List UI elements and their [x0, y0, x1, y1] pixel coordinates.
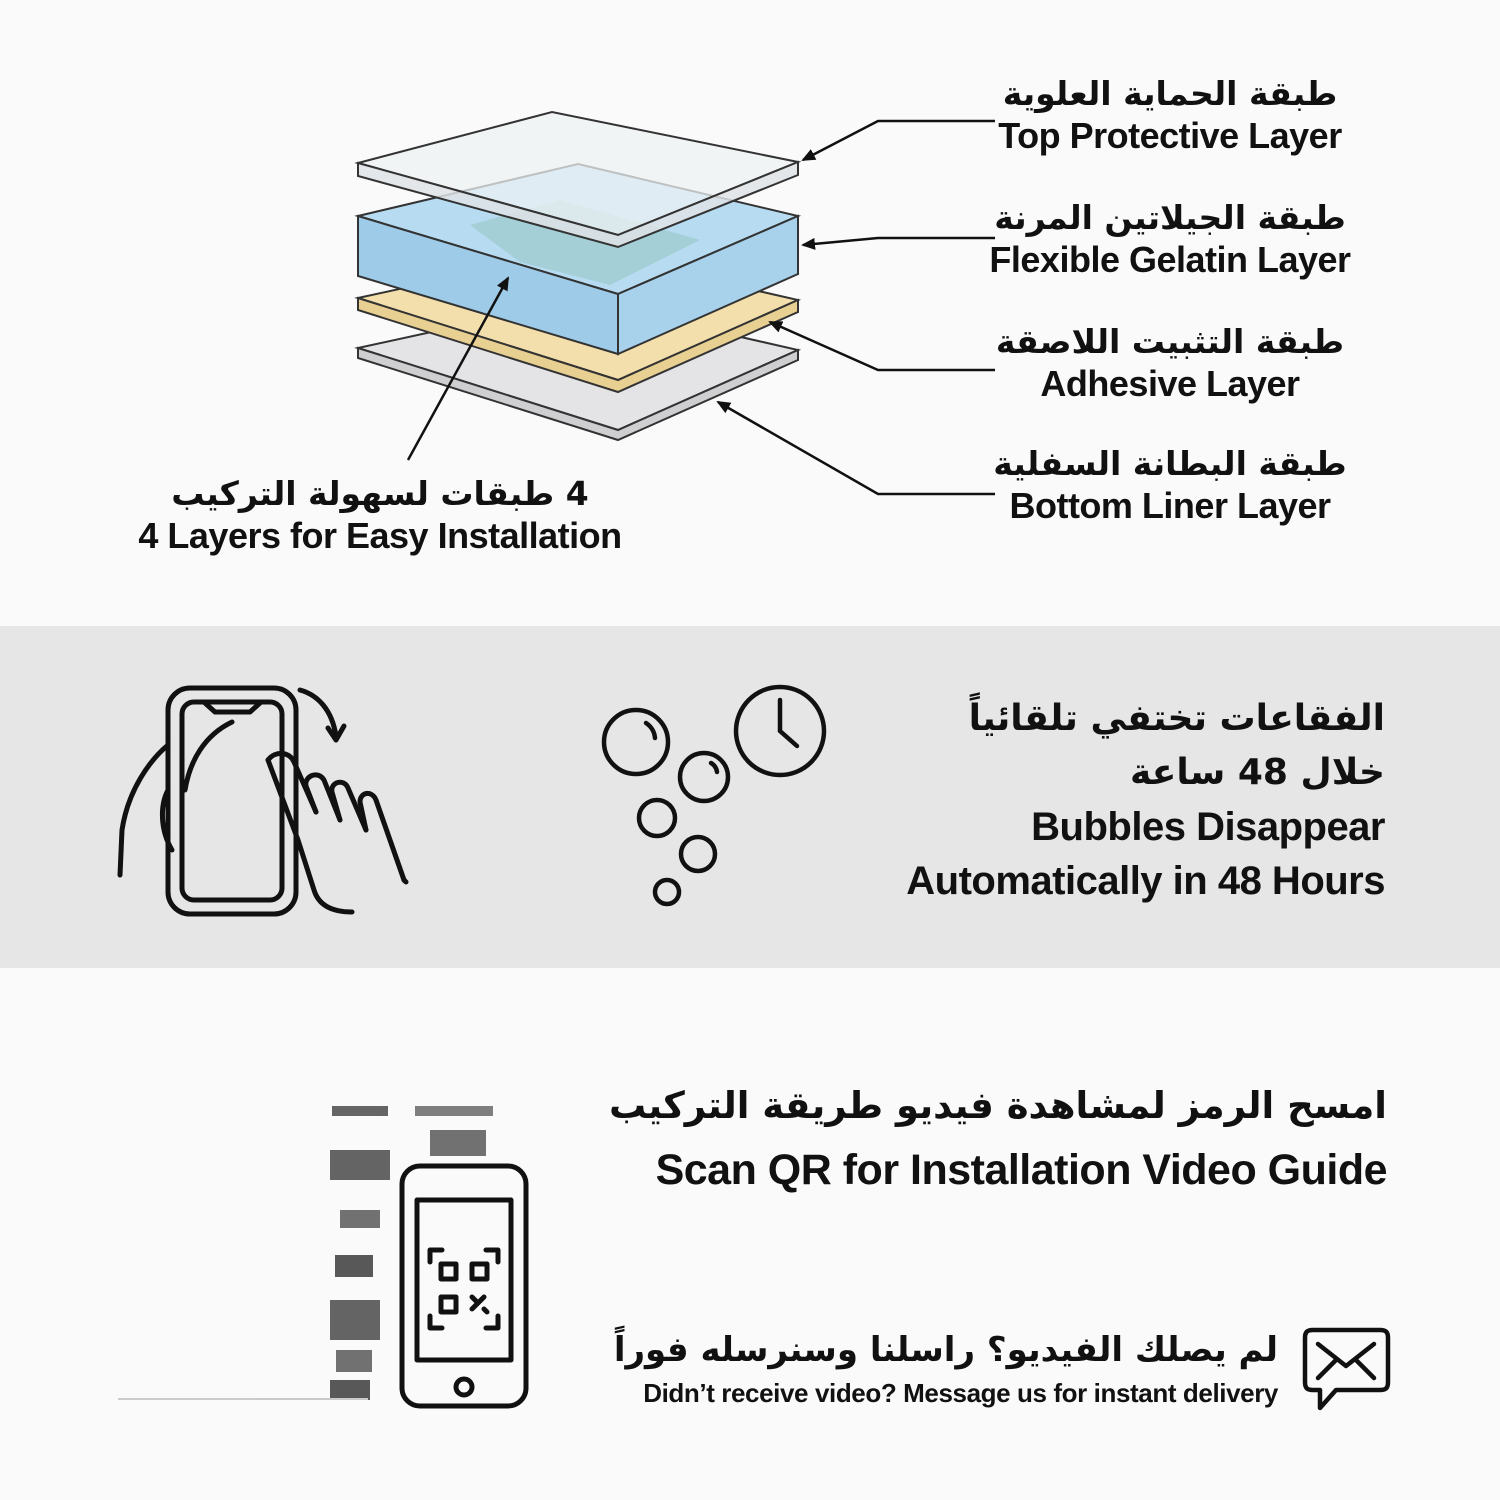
gelatin-layer-label-ar: طبقة الجيلاتين المرنة	[994, 198, 1346, 237]
liner-layer-arrow	[718, 402, 995, 494]
install-label-ar: 4 طبقات لسهولة التركيب	[171, 474, 589, 513]
message-us-en: Didn’t receive video? Message us for instant delivery	[643, 1378, 1278, 1408]
scan-qr-text	[587, 1074, 1387, 1202]
gelatin-layer-label	[955, 198, 1385, 282]
message-envelope-icon	[1305, 1330, 1388, 1408]
scan-qr-ar: امسح الرمز لمشاهدة فيديو طريقة التركيب	[608, 1084, 1387, 1127]
adhesive-layer-label	[955, 322, 1385, 406]
bubbles-feature-text	[865, 692, 1385, 908]
hands-applying-screen-protector-icon	[120, 688, 406, 914]
top-layer-label-en: Top Protective Layer	[998, 115, 1342, 156]
message-us-text	[578, 1326, 1278, 1412]
message-us-ar: لم يصلك الفيديو؟ راسلنا وسنرسله فوراً	[613, 1330, 1278, 1370]
liner-layer-label-ar: طبقة البطانة السفلية	[993, 444, 1347, 483]
bubbles-ar-line1: الفقاعات تختفي تلقائياً	[968, 698, 1385, 739]
phone-qr-code-icon	[402, 1166, 526, 1406]
adhesive-layer-label-en: Adhesive Layer	[1040, 363, 1300, 404]
qr-code-image	[118, 1106, 493, 1400]
top-layer-label-ar: طبقة الحماية العلوية	[1002, 74, 1338, 113]
install-label-en: 4 Layers for Easy Installation	[138, 515, 622, 556]
bubbles-ar-line2: خلال 48 ساعة	[1129, 752, 1385, 793]
install-label	[110, 474, 650, 558]
adhesive-layer-label-ar: طبقة التثبيت اللاصقة	[995, 322, 1345, 361]
bubbles-clock-icon	[604, 687, 824, 904]
bubbles-en-line1: Bubbles Disappear	[1031, 805, 1385, 849]
scan-qr-en: Scan QR for Installation Video Guide	[655, 1146, 1387, 1194]
top-layer-label	[955, 74, 1385, 158]
liner-layer-label-en: Bottom Liner Layer	[1009, 485, 1331, 526]
bubbles-en-line2: Automatically in 48 Hours	[906, 859, 1385, 903]
gelatin-layer-label-en: Flexible Gelatin Layer	[989, 239, 1351, 280]
liner-layer-label	[955, 444, 1385, 528]
